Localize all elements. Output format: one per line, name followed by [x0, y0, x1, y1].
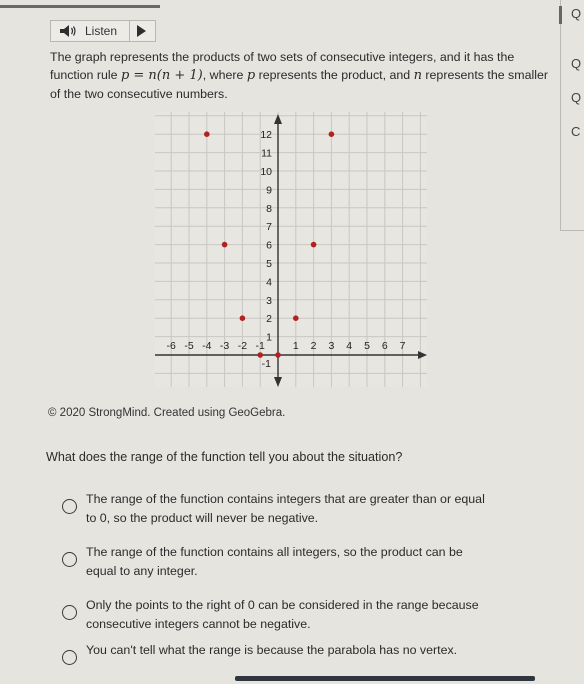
side-item-2[interactable]: Q	[571, 56, 582, 71]
option-4-line-1: You can't tell what the range is because the parabola has no vertex.	[86, 643, 458, 657]
speaker-icon	[59, 24, 79, 38]
x-tick-label: 3	[328, 340, 335, 352]
side-item-4[interactable]: C	[571, 124, 581, 139]
y-tick-label: 9	[266, 184, 272, 197]
data-point	[240, 315, 246, 321]
y-tick-label: 5	[266, 258, 272, 270]
y-tick-label: 2	[266, 313, 272, 326]
x-tick-label: -5	[184, 340, 194, 352]
y-tick-label: 12	[260, 129, 272, 142]
y-tick-label-negative: -1	[261, 358, 271, 370]
prompt-text-4: represents the smaller of the two consecutive numbers.	[50, 68, 548, 101]
x-tick-label: 6	[381, 340, 388, 352]
x-tick-label: 7	[399, 340, 406, 352]
x-tick-label: 2	[310, 340, 317, 352]
option-2-line-1: The range of the function contains all integers, so the product can be	[86, 545, 463, 559]
side-navigation	[560, 0, 584, 231]
radio-button[interactable]	[62, 499, 77, 514]
answer-option-1[interactable]	[62, 490, 516, 528]
graph-credit: © 2020 StrongMind. Created using GeoGebra.	[48, 407, 286, 419]
question-text: What does the range of the function tell you about the situation?	[46, 450, 403, 464]
option-3-line-1: Only the points to the right of 0 can be considered in the range because	[86, 598, 479, 612]
var-p: p	[246, 68, 256, 83]
y-tick-label: 11	[261, 147, 272, 160]
coordinate-graph	[155, 112, 427, 387]
y-tick-label: 8	[266, 202, 272, 215]
radio-button[interactable]	[62, 552, 77, 567]
side-item-3[interactable]: Q	[571, 90, 582, 105]
y-tick-label: 4	[266, 276, 272, 289]
side-marker	[559, 6, 562, 24]
data-point	[293, 315, 299, 321]
var-n: n	[413, 68, 422, 83]
x-tick-label: -4	[202, 340, 212, 352]
side-item-1[interactable]: Q	[571, 6, 582, 21]
data-point	[311, 242, 317, 248]
x-tick-label: 4	[346, 340, 353, 352]
question-prompt	[50, 48, 550, 103]
option-2-line-2: equal to any integer.	[86, 564, 198, 578]
y-tick-label: 3	[266, 294, 272, 307]
prompt-text-1: The graph represents the products of two sets of consecutive integers, and it has the function rule	[50, 50, 515, 82]
data-point	[275, 352, 281, 358]
data-point	[204, 131, 210, 137]
data-point	[222, 242, 228, 248]
function-rule: p = n(n + 1)	[120, 68, 203, 83]
answer-option-3[interactable]	[62, 596, 516, 634]
x-tick-label: -2	[237, 340, 248, 352]
x-tick-label: 1	[292, 340, 299, 352]
x-tick-label: -3	[219, 340, 230, 352]
bottom-scrollbar[interactable]	[235, 676, 535, 681]
x-tick-label: 5	[364, 340, 370, 352]
listen-label: Listen	[85, 24, 118, 38]
answer-option-2[interactable]	[62, 543, 516, 581]
y-tick-label: 10	[260, 166, 272, 178]
listen-button[interactable]	[50, 20, 156, 42]
option-1-line-1: The range of the function contains integers that are greater than or equal	[86, 492, 485, 506]
top-progress-line	[0, 5, 160, 8]
prompt-text-3: represents the product, and	[255, 68, 414, 82]
data-point	[257, 352, 263, 358]
radio-button[interactable]	[62, 650, 77, 665]
listen-divider	[129, 21, 130, 41]
option-3-line-2: consecutive integers cannot be negative.	[86, 617, 311, 631]
prompt-text-2: , where	[202, 68, 247, 82]
x-tick-label: -6	[166, 340, 176, 352]
y-tick-label: 6	[266, 239, 272, 252]
radio-button[interactable]	[62, 605, 77, 620]
play-icon[interactable]	[137, 25, 146, 37]
y-tick-label: 7	[266, 221, 272, 234]
x-tick-label: -1	[255, 340, 265, 352]
answer-option-4[interactable]	[62, 643, 516, 665]
option-1-line-2: to 0, so the product will never be negative.	[86, 511, 319, 525]
data-point	[329, 131, 335, 137]
y-tick-label: 1	[266, 331, 272, 344]
